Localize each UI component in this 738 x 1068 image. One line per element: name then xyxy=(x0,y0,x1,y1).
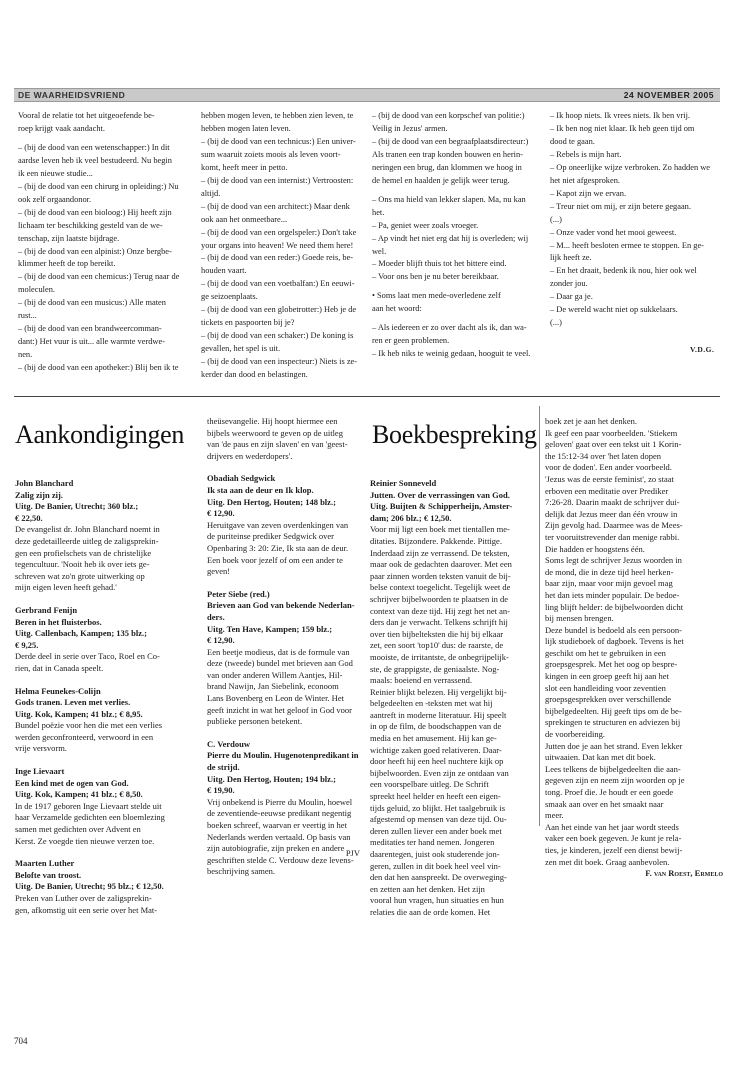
text-line: – M... heeft besloten ermee te stoppen. En ge- xyxy=(550,240,704,250)
book-title: Een kind met de ogen van God. xyxy=(15,777,129,788)
review-text-line: bijbelwoorden. Even zijn ze ontdaan van xyxy=(370,767,509,778)
review-text-line: schrijver bijbelwoorden te plaatsen in de xyxy=(370,593,509,604)
text-line: – (bij de dood van een schaker:) De koning is xyxy=(201,331,354,341)
review-text-line: sprekingen te structuren en adviezen bij xyxy=(545,717,681,728)
text-line: hebben mogen laten leven. xyxy=(201,123,291,133)
review-book-author: Reinier Sonneveld xyxy=(370,478,437,488)
text-line: het niet afgesproken. xyxy=(550,175,620,185)
text-line: – Pa, geniet weer zoals vroeger. xyxy=(372,220,479,230)
text-line: sum waaruit zoiets moois als leven voort- xyxy=(201,149,341,159)
book-publisher: Uitg. De Banier, Utrecht; 360 blz.; xyxy=(15,501,139,512)
review-text-line: 'Jezus was de eerste feminist', zo staat xyxy=(545,473,674,484)
review-text-line: ditaties. Bijzondere. Pakkende. Pittige. xyxy=(370,535,502,546)
text-line: – Moeder blijft thuis tot het bittere eind. xyxy=(372,259,507,269)
review-text-line: belse context toegelicht. Tegelijk weet de xyxy=(370,582,511,593)
text-line: – Rebels is mijn hart. xyxy=(550,149,622,159)
review-text-line: door heeft hij een heel nuchtere kijk op xyxy=(370,756,504,767)
text-line: – De wereld wacht niet op sukkelaars. xyxy=(550,305,678,315)
book-price: € 9,25. xyxy=(15,639,39,650)
review-text-line: baar zijn, maar voor mijn gevoel mag xyxy=(545,578,673,589)
text-line: • Soms laat men mede-overledene zelf xyxy=(372,291,501,301)
book-publisher: Uitg. Kok, Kampen; 41 blz.; € 8,95. xyxy=(15,708,143,719)
review-text-line: voor de doden'. Een ander voorbeeld. xyxy=(545,462,672,473)
text-line: roep krijgt vaak aandacht. xyxy=(18,123,105,133)
text-line: lichaam ter beschikking gesteld van de we- xyxy=(18,220,163,230)
text-line: – (bij de dood van een voetbalfan:) En eeuwi- xyxy=(201,279,355,289)
book-title: Brieven aan God van bekende Nederlan- xyxy=(207,600,355,611)
text-line: altijd. xyxy=(201,188,221,198)
book-title: Zalig zijn zij. xyxy=(15,489,63,500)
review-text-line: Soms legt de schrijver Jezus woorden in xyxy=(545,555,682,566)
review-text-line: lijk studieboek of dagboek. Tevens is het xyxy=(545,636,684,647)
review-text-line: ties, je kinderen, jezelf een dienst bewij- xyxy=(545,844,683,855)
review-text-line: tijds geluid, zo blijkt. Het taalgebruik is xyxy=(370,802,506,813)
text-line: – (bij de dood van een orgelspeler:) Don't take xyxy=(201,227,357,237)
book-description: samen met gedichten over Advent en xyxy=(15,824,141,835)
page-header xyxy=(14,88,720,102)
text-line: neringen een brug, dan klommen we hoog in xyxy=(372,162,522,172)
book-description: geschriften stelde C. Verdouw deze levens- xyxy=(207,854,354,865)
review-text-line: spreekt heel helder en heeft een eigen- xyxy=(370,791,501,802)
book-publisher: Uitg. De Banier, Utrecht; 95 blz.; € 12,50. xyxy=(15,881,164,892)
text-line: theüsevangelie. Hij hoopt hiermee een xyxy=(207,416,338,426)
review-text-line: slot een handleiding voor zeventien xyxy=(545,682,666,693)
text-line: – (bij de dood van een technicus:) Een univer- xyxy=(201,136,356,146)
text-line: kerder dan dood en belastingen. xyxy=(201,370,308,380)
reviewer-name: F. van Roest, Ermelo xyxy=(645,868,723,879)
text-line: – Voor ons ben je nu beter bereikbaar. xyxy=(372,272,499,282)
text-line: Als tranen een trap konden bouwen en herin- xyxy=(372,149,523,159)
review-text-line: uitwaaien. Dat kan met dit boek. xyxy=(545,752,656,763)
book-publisher: Uitg. Den Hertog, Houten; 148 blz.; xyxy=(207,496,336,507)
author-signature: V.D.G. xyxy=(690,345,715,354)
announcements-column-2 xyxy=(207,416,370,878)
text-line: dood te gaan. xyxy=(550,136,595,146)
review-text-line: bijbelgedeelten. Hij geeft tips om de be- xyxy=(545,705,682,716)
text-line: ik een nieuwe studie... xyxy=(18,168,93,178)
book-price: € 19,90. xyxy=(207,785,235,796)
book-description: zijn autobiografie, zijn preken en andere xyxy=(207,843,345,854)
review-text-line: Lees telkens de bijbelgedeelten die aan- xyxy=(545,763,681,774)
text-line: lijk heeft ze. xyxy=(550,253,592,263)
review-text-line: Deze bundel is bedoeld als een persoon- xyxy=(545,624,682,635)
review-text-line: belgedeelten en -teksten met wat hij xyxy=(370,698,493,709)
book-description: geven! xyxy=(207,566,231,577)
announcements-column-1 xyxy=(15,478,205,916)
book-title: de strijd. xyxy=(207,762,240,773)
book-description: Nederlands werden vertaald. Op basis van xyxy=(207,831,351,842)
review-text-line: ter vooruitstrevender dan menige rabbi. xyxy=(545,531,680,542)
review-text-line: Jutten doe je aan het strand. Even lekker xyxy=(545,740,683,751)
review-text-line: maals: boeiend en verrassend. xyxy=(370,675,472,686)
review-text-line: meer. xyxy=(545,810,564,821)
review-heading: Boekbespreking xyxy=(372,420,537,449)
text-line: tenschap, zijn laatste bijdrage. xyxy=(18,233,120,243)
review-text-line: Zijn gevolg had. Daarmee was de Mees- xyxy=(545,520,683,531)
review-text-line: Inderdaad zijn ze verrassend. De teksten, xyxy=(370,547,510,558)
book-publisher: Uitg. Den Hertog, Houten; 194 blz.; xyxy=(207,773,336,784)
issue-date: 24 NOVEMBER 2005 xyxy=(623,90,714,100)
text-line: – (bij de dood van een wetenschapper:) In dit xyxy=(18,142,170,152)
text-line: – Ons ma hield van lekker slapen. Ma, nu kan xyxy=(372,194,526,204)
text-line: ook zelf orgaandonor. xyxy=(18,194,92,204)
book-description: publieke personen betekent. xyxy=(207,716,303,727)
review-text-line: zet, een soort 'top10' dus: de raarste, de xyxy=(370,640,504,651)
review-text-line: Voor mij ligt een boek met tientallen me- xyxy=(370,524,510,535)
review-text-line: ders dan je verwacht. Telkens schrijft hij xyxy=(370,617,508,628)
book-description: deze gedetailleerde uitleg de zaligsprekin- xyxy=(15,535,159,546)
book-price: € 12,90. xyxy=(207,635,235,646)
text-line: – (bij de dood van een internist:) Vertroosten: xyxy=(201,175,354,185)
review-text-line: wichtige zaken goed relativeren. Daar- xyxy=(370,744,502,755)
book-author: Obadiah Sedgwick xyxy=(207,473,276,484)
text-line: het. xyxy=(372,207,385,217)
text-line: de hemel en haalden je gelijk weer terug. xyxy=(372,175,510,185)
book-author: Peter Siebe (red.) xyxy=(207,588,270,599)
text-line: – Daar ga je. xyxy=(550,292,593,302)
book-title: Ik sta aan de deur en Ik klop. xyxy=(207,484,314,495)
spacer xyxy=(15,675,205,686)
review-text-line: deren zullen liever een ander boek met xyxy=(370,825,502,836)
book-description: schreven wat zo'n grote uitwerking op xyxy=(15,570,145,581)
book-description: Heruitgave van zeven overdenkingen van xyxy=(207,519,349,530)
text-line: dant:) Het vuur is uit... alle warmte verdwe- xyxy=(18,337,165,347)
text-line: – Ik ben nog niet klaar. Ik heb geen tijd om xyxy=(550,123,695,133)
book-description: De evangelist dr. John Blanchard noemt in xyxy=(15,524,160,535)
text-line: – (bij de dood van een brandweercomman- xyxy=(18,324,162,334)
spacer xyxy=(15,755,205,766)
book-description: brand Nawijn, Jan Siebelink, econoom xyxy=(207,681,339,692)
text-line: (...) xyxy=(550,318,562,328)
review-text-line: 7:26-28. Daarin maakt de schrijver dui- xyxy=(545,497,680,508)
text-line: tickets en paspoorten bij je? xyxy=(201,318,295,328)
book-description: Kerst. Ze voegde tien nieuwe verzen toe. xyxy=(15,835,155,846)
top-column-4 xyxy=(550,110,722,330)
text-line: moleculen. xyxy=(18,285,55,295)
review-text-line: groepsgesprek. Met het oog op bespre- xyxy=(545,659,678,670)
review-text-line: het dan iets minder populair. De bedoe- xyxy=(545,589,680,600)
review-text-line: maar ook de gedachten daarover. Met een xyxy=(370,559,512,570)
announcements-heading: Aankondigingen xyxy=(15,420,185,449)
text-line: hebben mogen leven, te hebben zien leven, te xyxy=(201,111,354,120)
review-text-line: tong. Proef die. Je houdt er een goede xyxy=(545,787,674,797)
text-line: – (bij de dood van een begraafplaatsdirecteur:) xyxy=(372,136,529,146)
book-description: de zeventiende-eeuwse predikant negentig xyxy=(207,808,352,819)
review-text-line: relaties die aan de orde komen. Het xyxy=(370,906,491,917)
book-title: Gods tranen. Leven met verlies. xyxy=(15,697,131,708)
book-description: Bundel poëzie voor hen die met een verlies xyxy=(15,720,163,731)
text-line: wel. xyxy=(372,246,387,256)
text-line: – Onze vader vond het mooi geweest. xyxy=(550,227,677,237)
book-description: van onder anderen Willem Aantjes, Hil- xyxy=(207,669,343,680)
book-description: Lans Bovenberg en Leon de Winter. Het xyxy=(207,693,344,704)
book-description: vrije versvorm. xyxy=(15,743,67,754)
text-line: – (bij de dood van een bioloog:) Hij heeft zijn xyxy=(18,207,172,217)
book-description: geeft inzicht in wat het geloof in God voor xyxy=(207,704,352,715)
book-description: mijn eigen leven heeft gehad.' xyxy=(15,582,117,593)
text-line: van 'de paus en zijn slaven' en van 'geest- xyxy=(207,439,348,450)
text-line: zonder jou. xyxy=(550,279,588,289)
book-title: Belofte van troost. xyxy=(15,869,82,880)
review-text-line: kingen in een groep geeft hij aan het xyxy=(545,671,669,682)
review-text-line: geloven' gaat over een tekst uit 1 Korin- xyxy=(545,439,682,450)
text-line: ook aan het onmeetbare... xyxy=(201,214,288,224)
spacer xyxy=(207,728,370,739)
book-description: Vrij onbekend is Pierre du Moulin, hoewel xyxy=(207,796,353,807)
review-text-line: smaak aan over en het smaakt naar xyxy=(545,798,664,809)
text-line: rust... xyxy=(18,311,37,321)
column-rule xyxy=(539,406,540,826)
review-book-publisher: Uitg. Buijten & Schipperheijn, Amster- xyxy=(370,501,513,512)
text-line: – (bij de dood van een reder:) Goede reis, be- xyxy=(201,253,354,263)
review-text-line: afgestemd op mensen van deze tijd. Ou- xyxy=(370,814,507,825)
review-text-line: media en het amusement. Hij kan ge- xyxy=(370,733,497,744)
text-line: – (bij de dood van een architect:) Maar denk xyxy=(201,201,350,211)
review-text-line: bij mensen brengen. xyxy=(545,613,614,624)
book-description: deze (tweede) bundel met brieven aan God xyxy=(207,658,353,669)
newspaper-name: DE WAARHEIDSVRIEND xyxy=(18,90,126,100)
book-title: Pierre du Moulin. Hugenotenpredikant in xyxy=(207,750,359,761)
review-text-line: boek zet je aan het denken. xyxy=(545,416,638,426)
review-text-line: den dat hen aanspreekt. De overweging- xyxy=(370,872,507,883)
editor-initials: PJV xyxy=(345,848,360,858)
book-description: tegencultuur. 'Nooit heb ik over iets ge- xyxy=(15,559,150,570)
text-line: – Op oneerlijke wijze verbroken. Zo hadden we xyxy=(550,162,710,172)
text-line: (...) xyxy=(550,214,562,224)
book-description: rien, dat in Canada speelt. xyxy=(15,662,104,673)
book-description: haar Verzamelde gedichten een bloemlezing xyxy=(15,812,165,823)
text-line: komt, heeft meer in petto. xyxy=(201,162,288,172)
book-author: C. Verdouw xyxy=(207,738,250,749)
text-line: aardse leven heb ik veel bestudeerd. Nu begin xyxy=(18,155,172,165)
text-line: ge seizoenplaats. xyxy=(201,292,258,302)
text-line: – (bij de dood van een musicus:) Alle maten xyxy=(18,298,166,308)
spacer xyxy=(15,594,205,605)
book-description: Een beetje modieus, dat is de formule van xyxy=(207,646,350,657)
review-book-title: Jutten. Over de verrassingen van God. xyxy=(370,489,510,500)
review-text-line: een voorspelbare uitleg. De Schrift xyxy=(370,779,489,790)
review-text-line: groepsgesprekken over verschillende xyxy=(545,694,672,705)
review-text-line: vaker een boek gegeven. Je kunt je rela- xyxy=(545,833,682,844)
review-text-line: ste, de grappigste, de geniaalste. Nog- xyxy=(370,663,500,674)
review-text-line: delijk dat Jezus meer dan één vrouw in xyxy=(545,508,678,519)
text-line: aan het woord: xyxy=(372,304,422,314)
review-text-line: Aan het einde van het jaar wordt steeds xyxy=(545,821,679,832)
review-text-line: en zetten aan het denken. Het zijn xyxy=(370,883,485,894)
spacer xyxy=(15,847,205,858)
review-text-line: Reinier blijkt belezen. Hij vergelijkt bij- xyxy=(370,686,507,697)
book-publisher: Uitg. Kok, Kampen; 41 blz.; € 8,50. xyxy=(15,789,143,800)
book-title: Beren in het fluisterbos. xyxy=(15,616,102,627)
text-line: houden vaart. xyxy=(201,266,247,276)
book-description: In de 1917 geboren Inge Lievaart stelde uit xyxy=(15,800,162,811)
text-line: drijvers en wederdopers'. xyxy=(207,450,293,461)
review-text-line: mooiste, de irritantste, de onbegrijpelijk- xyxy=(370,651,509,662)
book-author: Maarten Luther xyxy=(15,858,75,869)
review-text-line: paar zinnen worden teksten vanuit de bij- xyxy=(370,570,511,581)
book-description: Derde deel in serie over Taco, Roel en Co- xyxy=(15,651,160,662)
book-price: € 22,50. xyxy=(15,512,43,523)
review-text-line: erboven een meditatie over Prediker xyxy=(545,485,669,496)
book-author: John Blanchard xyxy=(15,478,74,488)
text-line: – Als iedereen er zo over dacht als ik, dan wa- xyxy=(372,323,527,333)
book-description: Openbaring 3: 20: Zie, Ik sta aan de deur. xyxy=(207,542,349,553)
book-description: beschrijving samen. xyxy=(207,866,275,877)
text-line: – Treur niet om mij, er zijn betere gegaan. xyxy=(550,201,691,211)
text-line: – (bij de dood van een korpschef van politie:) xyxy=(372,111,525,120)
review-column-1 xyxy=(370,478,540,919)
review-text-line: ling blijft helder: de bijbelwoorden dicht xyxy=(545,601,684,612)
review-text-line: Die hadden er hoogstens één. xyxy=(545,543,645,554)
text-line: gevallen, het spel is uit. xyxy=(201,344,281,354)
text-line: – (bij de dood van een alpinist:) Onze bergbe- xyxy=(18,246,172,256)
review-text-line: zen met dit boek. Graag aanbevolen. xyxy=(545,856,670,867)
book-author: Helma Feunekes-Colijn xyxy=(15,685,101,696)
review-text-line: context van deze tijd. Hij zegt het net an- xyxy=(370,605,510,616)
review-text-line: over tien bijbelteksten die hij bij elkaar xyxy=(370,628,504,639)
review-text-line: aantreft in moderne literatuur. Hij speelt xyxy=(370,709,507,720)
text-line: bijbels weerwoord te geven op de uitleg xyxy=(207,427,343,438)
review-text-line: Ik geef een paar voorbeelden. 'Stiekem xyxy=(545,427,678,438)
book-description: werden geconfronteerd, verwoord in een xyxy=(15,731,154,742)
review-text-line: geschikt om het te gebruiken in een xyxy=(545,647,666,658)
review-text-line: meditaties ter hand nemen. Jongeren xyxy=(370,837,495,848)
text-line: – (bij de dood van een chirurg in opleiding:) Nu xyxy=(18,181,179,191)
book-description: gen, afkomstig uit een serie over het Mat- xyxy=(15,904,158,915)
review-text-line: vooral hun vragen, hun situaties en hun xyxy=(370,895,504,906)
review-book-publisher: dam; 206 blz.; € 12,50. xyxy=(370,512,452,523)
text-line: – En het draait, bedenk ik nou, hier ook wel xyxy=(550,266,697,276)
review-text-line: daarentegen, juist ook studerende jon- xyxy=(370,849,500,859)
review-text-line: the 15:12-34 over 'het laten dopen xyxy=(545,450,662,461)
top-column-1 xyxy=(18,110,198,375)
top-column-2 xyxy=(201,110,377,382)
book-description: de puriteinse prediker Sedgwick over xyxy=(207,531,334,542)
text-line: your organs into heaven! We need them here! xyxy=(201,240,354,250)
review-text-line: gegeven zijn en neem zijn woorden op je xyxy=(545,775,685,786)
text-line: – Ik heb niks te weinig gedaan, hooguit te veel. xyxy=(372,349,531,359)
book-description: Preken van Luther over de zaligsprekin- xyxy=(15,893,152,903)
section-divider xyxy=(14,396,720,397)
review-text-line: in op de film, de boodschappen van de xyxy=(370,721,502,732)
top-column-3 xyxy=(372,110,550,361)
book-publisher: Uitg. Callenbach, Kampen; 135 blz.; xyxy=(15,628,147,639)
book-price: € 12,90. xyxy=(207,508,235,519)
text-line: – Ap vindt het niet erg dat hij is overleden; wij xyxy=(372,233,529,243)
book-title: ders. xyxy=(207,611,225,622)
book-author: Gerbrand Fenijn xyxy=(15,604,78,615)
text-line: – (bij de dood van een apotheker:) Blij ben ik te xyxy=(18,363,179,373)
book-author: Inge Lievaart xyxy=(15,766,65,777)
spacer xyxy=(207,578,370,589)
review-text-line: de mond, die in deze tijd heel herken- xyxy=(545,566,674,577)
text-line: Vooral de relatie tot het uitgeoefende be- xyxy=(18,111,155,120)
book-description: gen een profielschets van de christelijke xyxy=(15,547,152,558)
text-line: – (bij de dood van een inspecteur:) Niets is ze- xyxy=(201,357,358,367)
text-line: – (bij de dood van een chemicus:) Terug naar de xyxy=(18,272,180,282)
book-description: boeken schreef, waarvan er veertig in het xyxy=(207,820,347,830)
spacer xyxy=(207,462,370,473)
text-line: klimmer heeft de top bereikt. xyxy=(18,259,116,269)
text-line: Veilig in Jezus' armen. xyxy=(372,123,448,133)
text-line: ren er geen problemen. xyxy=(372,336,450,346)
text-line: – Kapot zijn we ervan. xyxy=(550,188,627,198)
review-text-line: de voorbereiding. xyxy=(545,729,605,740)
text-line: nen. xyxy=(18,350,33,360)
page-number: 704 xyxy=(14,1036,28,1046)
book-publisher: Uitg. Ten Have, Kampen; 159 blz.; xyxy=(207,623,333,634)
book-description: Een boek voor jezelf of om een ander te xyxy=(207,554,343,565)
review-text-line: geren, zullen in dit boek heel veel vin- xyxy=(370,860,501,871)
review-column-2 xyxy=(545,416,723,880)
text-line: – Ik hoop niets. Ik vrees niets. Ik ben vrij. xyxy=(550,111,691,120)
text-line: – (bij de dood van een globetrotter:) Heb je de xyxy=(201,305,357,315)
